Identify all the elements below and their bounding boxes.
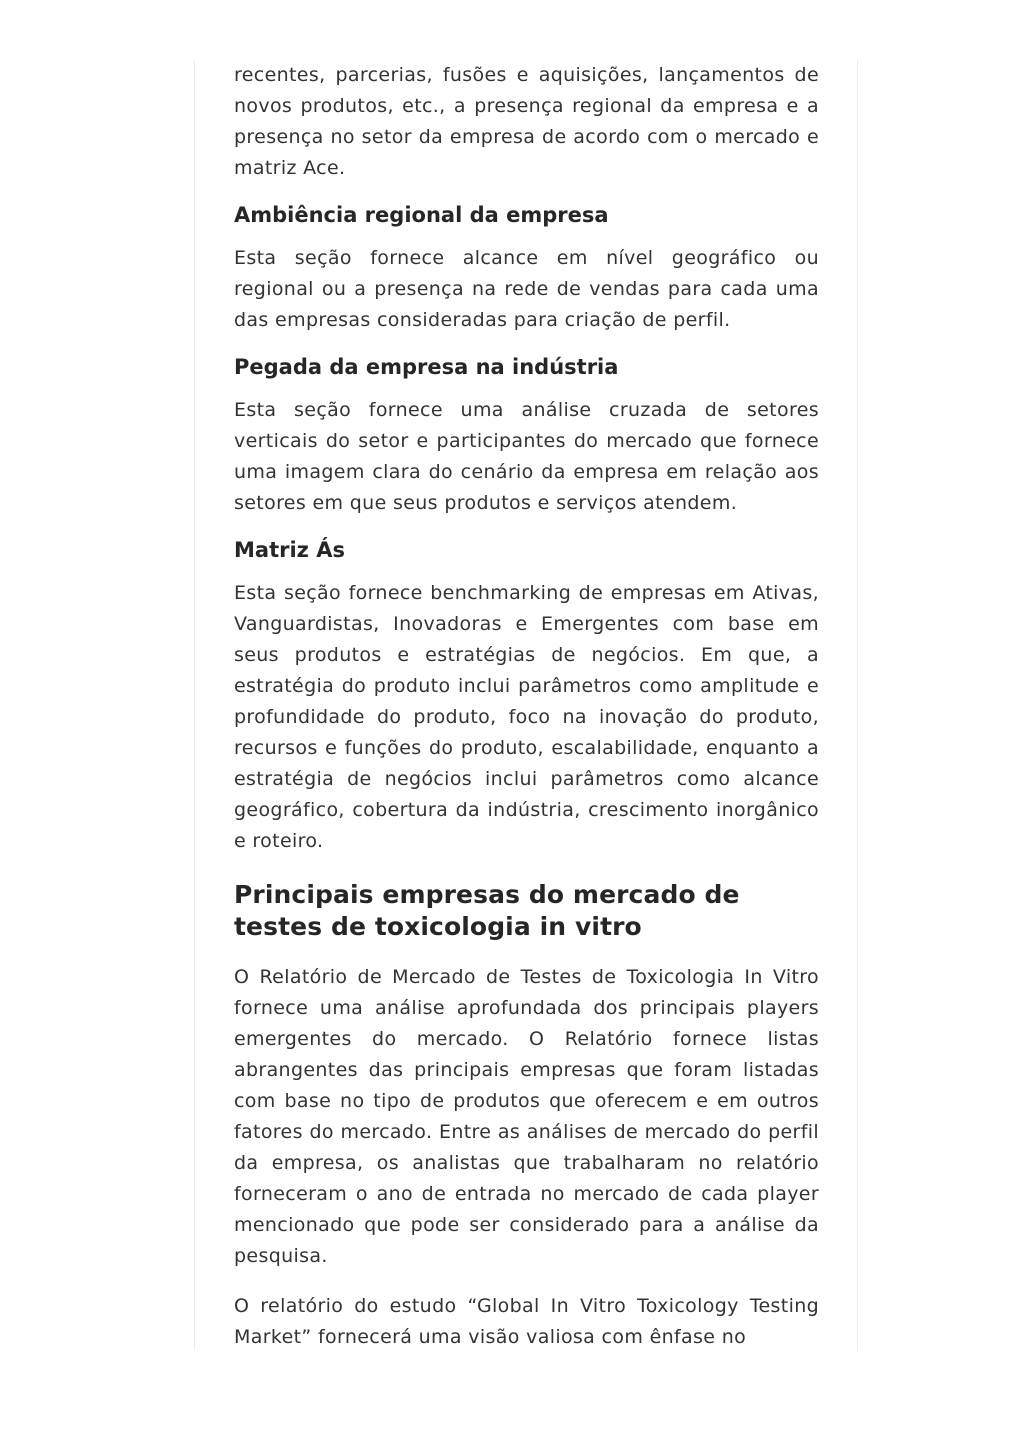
section-paragraph-regional: Esta seção fornece alcance em nível geográfico ou regional ou a presença na rede de vendas para cada uma das empresas consideradas para criação de perfil. — [234, 247, 819, 331]
section-paragraph-industry-footprint: Esta seção fornece uma análise cruzada de setores verticais do setor e participantes do mercado que fornece uma imagem clara do cenário da empresa em relação aos setores em que seus produtos e serviços atendem. — [234, 399, 819, 514]
main-heading: Principais empresas do mercado de testes de toxicologia in vitro — [234, 880, 740, 941]
main-paragraph-2: O relatório do estudo “Global In Vitro Toxicology Testing Market” fornecerá uma visão valiosa com ênfase no — [234, 1295, 819, 1348]
main-paragraph-1: O Relatório de Mercado de Testes de Toxicologia In Vitro fornece uma análise aprofundada dos principais players emergentes do mercado. O Relatório fornece listas abrangentes das principais empresas que foram listadas com base no tipo de produtos que oferecem e em outros fatores do mercado. Entre as análises de mercado do perfil da empresa, os analistas que trabalharam no relatório forneceram o ano de entrada no mercado de cada player mencionado que pode ser considerado para a análise da pesquisa. — [234, 966, 819, 1267]
section-heading-ace-matrix: Matriz Ás — [234, 538, 345, 562]
article-body — [234, 60, 819, 1350]
section-heading-industry-footprint: Pegada da empresa na indústria — [234, 355, 619, 379]
section-paragraph-ace-matrix: Esta seção fornece benchmarking de empresas em Ativas, Vanguardistas, Inovadoras e Emergentes com base em seus produtos e estratégias de negócios. Em que, a estratégia do produto inclui parâmetros como amplitude e profundidade do produto, foco na inovação do produto, recursos e funções do produto, escalabilidade, enquanto a estratégia de negócios inclui parâmetros como alcance geográfico, cobertura da indústria, crescimento inorgânico e roteiro. — [234, 582, 819, 852]
intro-paragraph: recentes, parcerias, fusões e aquisições, lançamentos de novos produtos, etc., a presença regional da empresa e a presença no setor da empresa de acordo com o mercado e matriz Ace. — [234, 64, 819, 179]
document-page — [194, 60, 858, 1350]
section-heading-regional: Ambiência regional da empresa — [234, 203, 609, 227]
